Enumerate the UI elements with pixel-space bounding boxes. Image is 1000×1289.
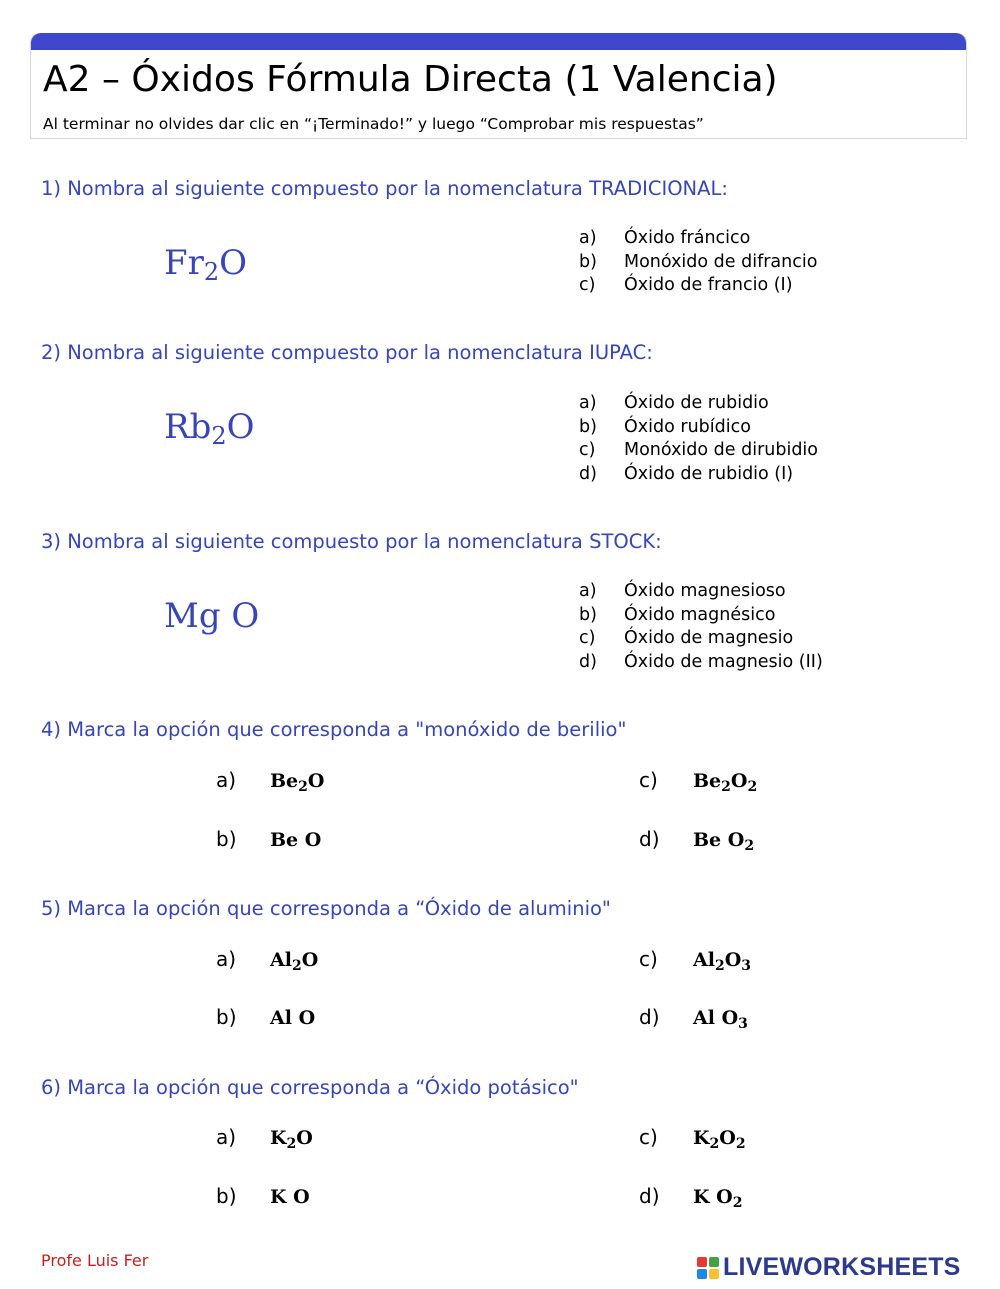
question-6-prompt: 6) Marca la opción que corresponda a “Óxido potásico" [41, 1076, 579, 1099]
brand-name: LIVEWORKSHEETS [723, 1253, 961, 1281]
option-a[interactable]: a) Óxido magnesioso [579, 581, 786, 601]
question-3-prompt: 3) Nombra al siguiente compuesto por la nomenclatura STOCK: [41, 530, 662, 553]
instructions: Al terminar no olvides dar clic en “¡Terminado!” y luego “Comprobar mis respuestas” [43, 115, 704, 133]
question-1-prompt: 1) Nombra al siguiente compuesto por la nomenclatura TRADICIONAL: [41, 177, 728, 200]
question-1-formula: $Fr_2O$ [164, 243, 247, 286]
worksheet-header [30, 33, 967, 139]
option-d[interactable]: d) Óxido de magnesio (II) [579, 651, 823, 672]
option-d[interactable]: d) Óxido de rubidio (I) [579, 463, 794, 484]
question-4-choice-a[interactable]: a) $Be_2O$ [216, 768, 325, 795]
question-5-choice-d[interactable]: d) Al $O_3$ [639, 1005, 748, 1032]
option-a[interactable]: a) Óxido de rubidio [579, 393, 769, 413]
question-4-choice-b[interactable]: b) Be O [216, 827, 322, 851]
page-title: A2 – Óxidos Fórmula Directa (1 Valencia) [43, 59, 778, 100]
liveworksheets-logo[interactable] [697, 1253, 961, 1282]
brand-square [709, 1257, 719, 1267]
author-credit: Profe Luis Fer [41, 1251, 149, 1270]
option-c[interactable]: c) Monóxido de dirubidio [579, 440, 819, 460]
option-a[interactable]: a) Óxido fráncico [579, 228, 751, 248]
question-5-prompt: 5) Marca la opción que corresponda a “Óxido de aluminio" [41, 897, 611, 920]
option-c[interactable]: c) Óxido de magnesio [579, 628, 794, 648]
question-6-choice-b[interactable]: b) K O [216, 1184, 310, 1208]
question-2-options [579, 393, 818, 487]
question-6-choice-c[interactable]: c) $K_2O_2$ [639, 1125, 746, 1152]
question-6-choice-d[interactable]: d) K $O_2$ [639, 1184, 743, 1211]
option-b[interactable]: b) Monóxido de difrancio [579, 251, 818, 272]
question-3-formula: Mg O [164, 596, 260, 636]
option-c[interactable]: c) Óxido de francio (I) [579, 275, 793, 295]
header-bar [31, 33, 966, 50]
option-b[interactable]: b) Óxido rubídico [579, 416, 751, 437]
question-5-choice-c[interactable]: c) $Al_2O_3$ [639, 947, 752, 974]
question-2-prompt: 2) Nombra al siguiente compuesto por la nomenclatura IUPAC: [41, 341, 653, 364]
question-6-choice-a[interactable]: a) $K_2O$ [216, 1125, 313, 1152]
brand-square [697, 1269, 707, 1279]
brand-squares-icon [697, 1257, 719, 1279]
brand-square [709, 1269, 719, 1279]
option-b[interactable]: b) Óxido magnésico [579, 604, 776, 625]
question-5-choice-b[interactable]: b) Al O [216, 1005, 316, 1029]
brand-square [697, 1257, 707, 1267]
question-3-options [579, 581, 823, 675]
question-1-options [579, 228, 817, 299]
question-5-choice-a[interactable]: a) $Al_2O$ [216, 947, 319, 974]
question-4-choice-d[interactable]: d) Be $O_2$ [639, 827, 755, 854]
question-4-prompt: 4) Marca la opción que corresponda a "monóxido de berilio" [41, 718, 627, 741]
question-4-choice-c[interactable]: c) $Be_2O_2$ [639, 768, 758, 795]
question-2-formula: $Rb_2O$ [164, 407, 255, 450]
